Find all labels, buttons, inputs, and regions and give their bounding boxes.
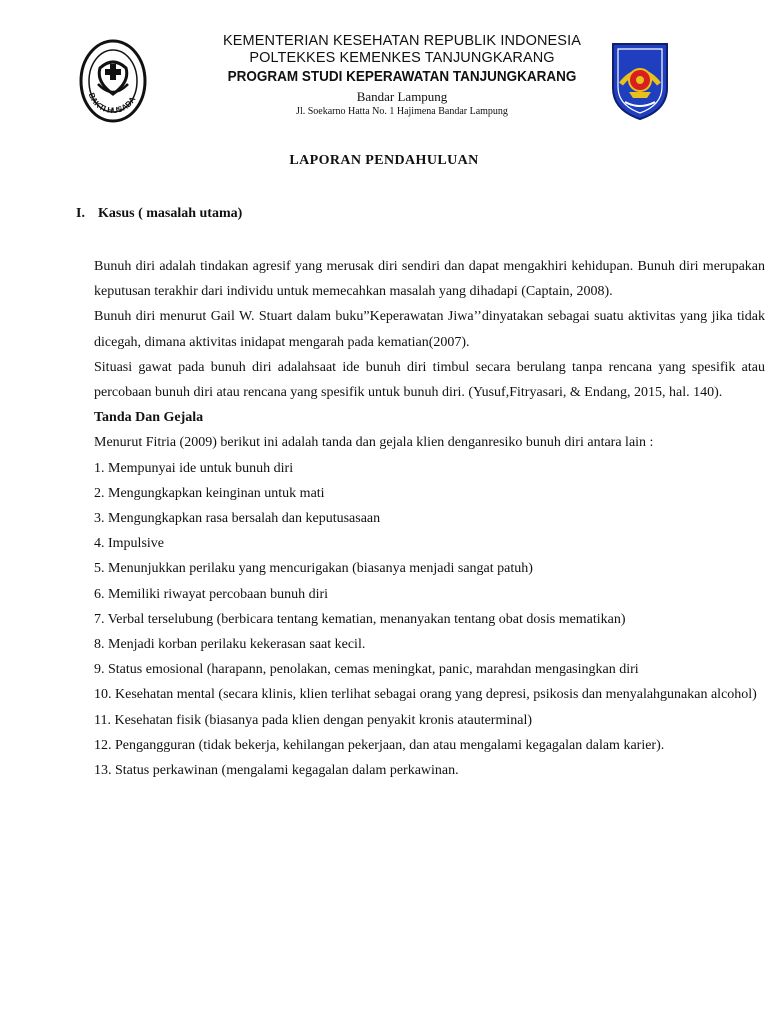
list-item: 1. Mempunyai ide untuk bunuh diri [94,460,294,476]
bakti-husada-logo-icon [78,38,148,124]
list-item: 7. Verbal terselubung (berbicara tentang kematian, menanyakan tentang obat dosis mematikan) [94,611,626,627]
letterhead-text [170,33,634,118]
list-item: 2. Mengungkapkan keinginan untuk mati [94,485,325,501]
list-item: 6. Memiliki riwayat percobaan bunuh diri [94,586,329,602]
list-item: 13. Status perkawinan (mengalami kegagalan dalam perkawinan. [94,763,459,779]
section-number: I. [76,206,85,221]
document-body [94,254,765,783]
paragraph: Bunuh diri menurut Gail W. Stuart dalam buku”Keperawatan Jiwa’’dinyatakan sebagai suatu aktivitas yang jika tidak dicegah, dimana aktivitas inidapat mengarah pada kematian(2007). [94,309,765,350]
ministry-name: KEMENTERIAN KESEHATAN REPUBLIK INDONESIA [223,33,581,49]
city: Bandar Lampung [356,89,448,104]
address: Jl. Soekarno Hatta No. 1 Hajimena Bandar Lampung [296,106,508,117]
list-item: 8. Menjadi korban perilaku kekerasan saat kecil. [94,637,366,653]
list-item: 12. Pengangguran (tidak bekerja, kehilangan pekerjaan, dan atau mengalami kegagalan dalam karier). [94,737,665,753]
document-title: LAPORAN PENDAHULUAN [289,153,479,168]
list-item: 9. Status emosional (harapann, penolakan, cemas meningkat, panic, marahdan mengasingkan diri [94,662,639,678]
subheading: Tanda Dan Gejala [94,410,204,426]
section-title: Kasus ( masalah utama) [98,206,243,221]
intro-text: Menurut Fitria (2009) berikut ini adalah tanda dan gejala klien denganresiko bunuh diri antara lain : [94,435,654,451]
list-item: 3. Mengungkapkan rasa bersalah dan keputusasaan [94,511,381,527]
list-item: 4. Impulsive [94,536,164,552]
paragraph: Situasi gawat pada bunuh diri adalahsaat ide bunuh diri timbul secara berulang tanpa rencana yang spesifik atau percobaan bunuh diri atau rencana yang spesifik untuk bunuh diri. (Yusuf,Fitryasari, & Endang, 2015, hal. 140). [94,359,765,401]
institution-name: POLTEKKES KEMENKES TANJUNGKARANG [249,50,555,66]
provincial-crest-icon [609,40,671,122]
paragraph: Bunuh diri adalah tindakan agresif yang merusak diri sendiri dan dapat mengakhiri kehidupan. Bunuh diri merupakan keputusan terakhir dari individu untuk memecahkan masalah yang dihadapi (Captain, 2008). [94,259,765,300]
list-item: 10. Kesehatan mental (secara klinis, klien terlihat sebagai orang yang depresi, psikosis dan menyalahgunakan alcohol) [94,687,757,703]
logo-left-text: BAKTI HUSADA [86,91,138,116]
letterhead [0,0,768,135]
list-item: 5. Menunjukkan perilaku yang mencurigakan (biasanya menjadi sangat patuh) [94,561,533,577]
section-heading [76,206,242,222]
list-item: 11. Kesehatan fisik (biasanya pada klien dengan penyakit kronis atauterminal) [94,712,532,728]
program-name: PROGRAM STUDI KEPERAWATAN TANJUNGKARANG [227,68,577,85]
